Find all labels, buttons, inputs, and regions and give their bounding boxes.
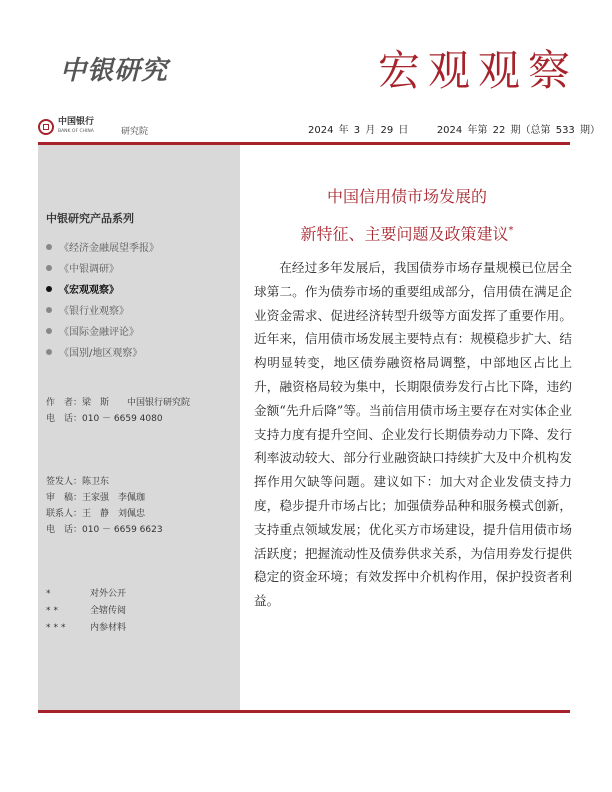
bank-logo-icon: [38, 119, 54, 135]
level-stars: **: [46, 606, 61, 616]
bottom-divider: [38, 710, 570, 713]
distribution-levels: [46, 586, 126, 637]
article-title: [244, 180, 570, 251]
author-label: 作 者：: [46, 398, 83, 408]
series-item: [46, 236, 159, 257]
series-item: [46, 341, 159, 362]
level-label: 全辖传阅: [90, 606, 127, 616]
bullet-icon: [46, 244, 52, 250]
bullet-icon: [46, 265, 52, 271]
series-title: 中银研究产品系列: [46, 212, 134, 225]
series-label: 《银行业观察》: [59, 306, 129, 317]
series-list: [46, 236, 159, 362]
series-label: 《经济金融展望季报》: [59, 243, 159, 254]
phone-value: 010 － 6659 6623: [82, 525, 163, 535]
bullet-icon: [46, 349, 52, 355]
bullet-icon: [46, 286, 52, 292]
bullet-icon: [46, 328, 52, 334]
author-info: [46, 395, 190, 427]
contact-value: 王 静 刘佩忠: [82, 509, 146, 519]
author-value: 梁 斯 中国银行研究院: [82, 398, 191, 408]
series-label: 《中银调研》: [59, 264, 119, 275]
bullet-icon: [46, 307, 52, 313]
level-label: 内参材料: [90, 623, 127, 633]
phone-label: 电 话：: [46, 414, 83, 424]
level-label: 对外公开: [90, 589, 127, 599]
reviewer-value: 王家强 李佩珈: [82, 493, 146, 503]
series-item: [46, 320, 159, 341]
issuer-label: 签发人：: [46, 477, 83, 487]
issuer-value: 陈卫东: [82, 477, 110, 487]
logo-cn-text: 中国银行: [58, 117, 95, 127]
series-label: 《国际金融评论》: [59, 327, 139, 338]
publication-title: 宏观观察: [377, 46, 578, 95]
series-label: 《国别/地区观察》: [59, 348, 143, 359]
level-stars: *: [46, 589, 54, 599]
article-title-line1: 中国信用债市场发展的: [326, 187, 487, 206]
reviewer-label: 审 稿：: [46, 493, 83, 503]
phone-label: 电 话：: [46, 525, 83, 535]
series-item-active: [46, 278, 159, 299]
series-item: [46, 257, 159, 278]
phone-value: 010 － 6659 4080: [82, 414, 163, 424]
footnote-mark: *: [508, 225, 514, 236]
contact-label: 联系人：: [46, 509, 83, 519]
article-abstract: 在经过多年发展后，我国债券市场存量规模已位居全球第二。作为债券市场的重要组成部分，信用债在满足企业资金需求、促进经济转型升级等方面发挥了重要作用。近年来，信用债市场发展主要特点有：规模稳步扩大、结构明显转变，地区债券融资格局调整，中部地区占比上升，融资格局较为集中，长期限债券发行占比下降，违约金额“先升后降”等。当前信用债市场主要存在对实体企业支持力度有提升空间、企业发行长期债券动力下降、发行利率波动较大、部分行业融资缺口持续扩大及中介机构发挥作用欠缺等问题。建议如下：加大对企业发债支持力度，稳步提升市场占比；加强债券品种和服务模式创新，支持重点领域发展；优化买方市场建设，提升信用债市场活跃度；把握流动性及债券供求关系，为信用券发行提供稳定的资金环境；有效发挥中介机构作用，保护投资者利益。: [254, 260, 572, 609]
series-label: 《宏观观察》: [59, 285, 119, 296]
institute-label: 研究院: [121, 127, 149, 137]
level-stars: ***: [46, 623, 69, 633]
brand-wordmark: 中银研究: [60, 56, 169, 86]
bank-logo: [38, 118, 94, 136]
issue-info: [308, 121, 600, 136]
series-item: [46, 299, 159, 320]
issue-number: 2024 年第 22 期（总第 533 期）: [436, 125, 600, 136]
article-title-line2: 新特征、主要问题及政策建议: [300, 224, 509, 244]
logo-en-text: BANK OF CHINA: [58, 129, 94, 134]
issue-date: 2024 年 3 月 29 日: [308, 125, 409, 136]
signer-info: [46, 474, 163, 538]
